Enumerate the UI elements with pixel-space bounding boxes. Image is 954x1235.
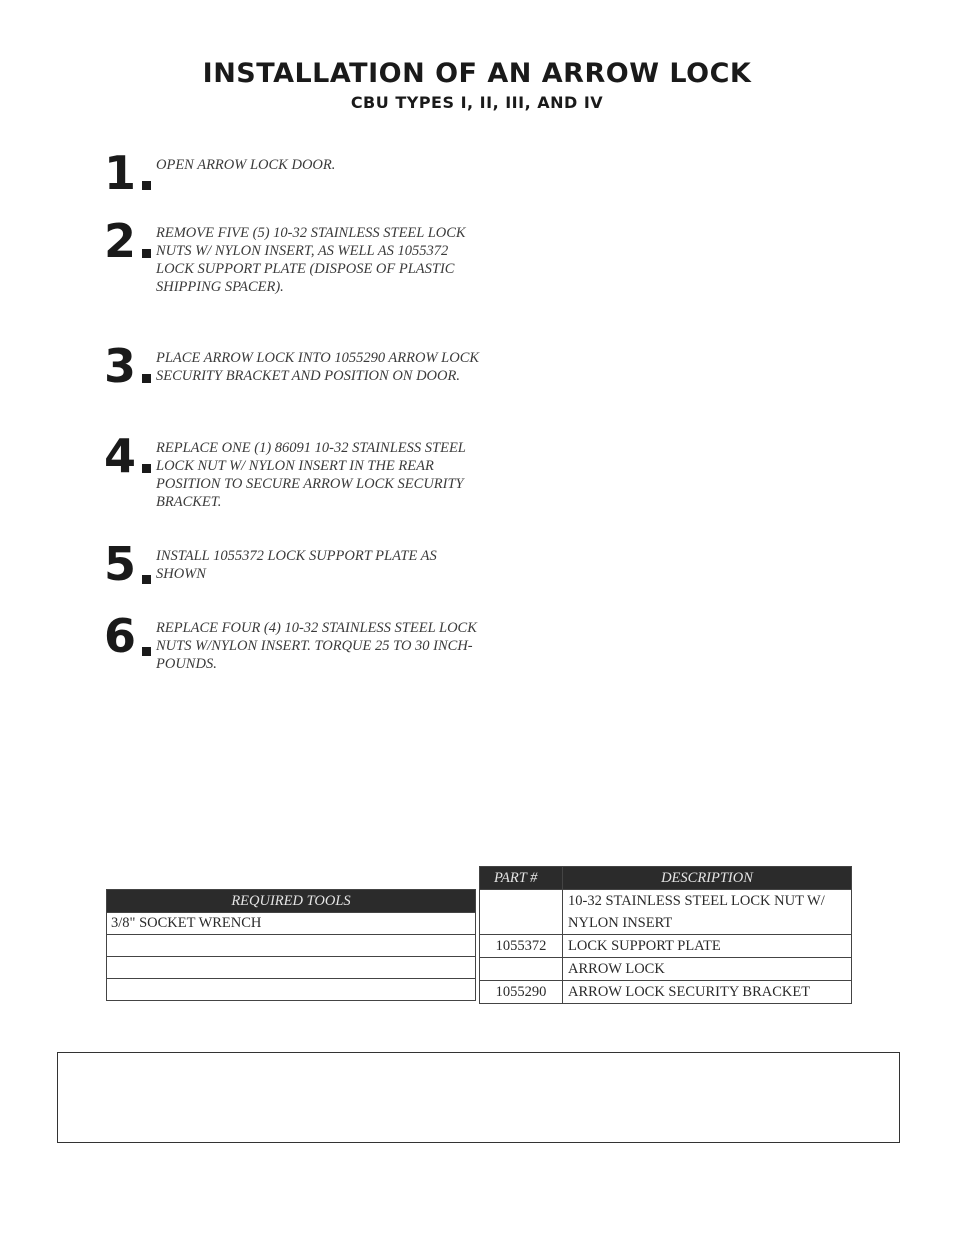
step-number: 6 [104,609,137,663]
required-tools-table [106,889,476,1001]
page-subtitle: CBU TYPES I, II, III, AND IV [350,93,604,112]
bullet-square-icon [142,249,151,258]
tools-row [107,979,476,1001]
tools-header: REQUIRED TOOLS [107,890,476,913]
step-number: 5 [104,537,137,591]
table-row [480,935,852,958]
description-cell: ARROW LOCK SECURITY BRACKET [563,981,852,1004]
step-number: 3 [104,339,137,393]
tools-row [107,935,476,957]
description-cell: 10-32 STAINLESS STEEL LOCK NUT W/ NYLON INSERT [563,890,852,935]
table-row [480,981,852,1004]
part-number-cell [480,890,563,935]
notes-box [57,1052,900,1143]
description-header: DESCRIPTION [563,867,852,890]
step-text: REPLACE ONE (1) 86091 10-32 STAINLESS STEEL LOCK NUT W/ NYLON INSERT IN THE REAR POSITION TO SECURE ARROW LOCK SECURITY BRACKET. [156,440,466,510]
tools-row: 3/8" SOCKET WRENCH [107,913,476,935]
step-text: PLACE ARROW LOCK INTO 1055290 ARROW LOCK SECURITY BRACKET AND POSITION ON DOOR. [156,350,480,384]
description-cell: ARROW LOCK [563,958,852,981]
table-row [480,958,852,981]
part-number-cell: 1055372 [480,935,563,958]
step-text: OPEN ARROW LOCK DOOR. [156,157,336,173]
step-number: 1 [104,146,137,200]
step-number: 2 [104,214,137,268]
bullet-square-icon [142,374,151,383]
step-text: REMOVE FIVE (5) 10-32 STAINLESS STEEL LOCK NUTS W/ NYLON INSERT, AS WELL AS 1055372 LOCK SUPPORT PLATE (DISPOSE OF PLASTIC SHIPPING SPACER). [156,225,466,295]
page-title: INSTALLATION OF AN ARROW LOCK [202,58,752,89]
tools-row [107,957,476,979]
bullet-square-icon [142,575,151,584]
parts-table [479,866,852,1004]
part-number-cell: 1055290 [480,981,563,1004]
bullet-square-icon [142,181,151,190]
bullet-square-icon [142,464,151,473]
step-text: REPLACE FOUR (4) 10-32 STAINLESS STEEL LOCK NUTS W/NYLON INSERT. TORQUE 25 TO 30 INCH-POUNDS. [156,620,477,672]
step-number: 4 [104,429,137,483]
part-number-header: PART # [480,867,563,890]
part-number-cell [480,958,563,981]
description-cell: LOCK SUPPORT PLATE [563,935,852,958]
table-row [480,890,852,935]
step-text: INSTALL 1055372 LOCK SUPPORT PLATE AS SHOWN [156,548,437,582]
bullet-square-icon [142,647,151,656]
